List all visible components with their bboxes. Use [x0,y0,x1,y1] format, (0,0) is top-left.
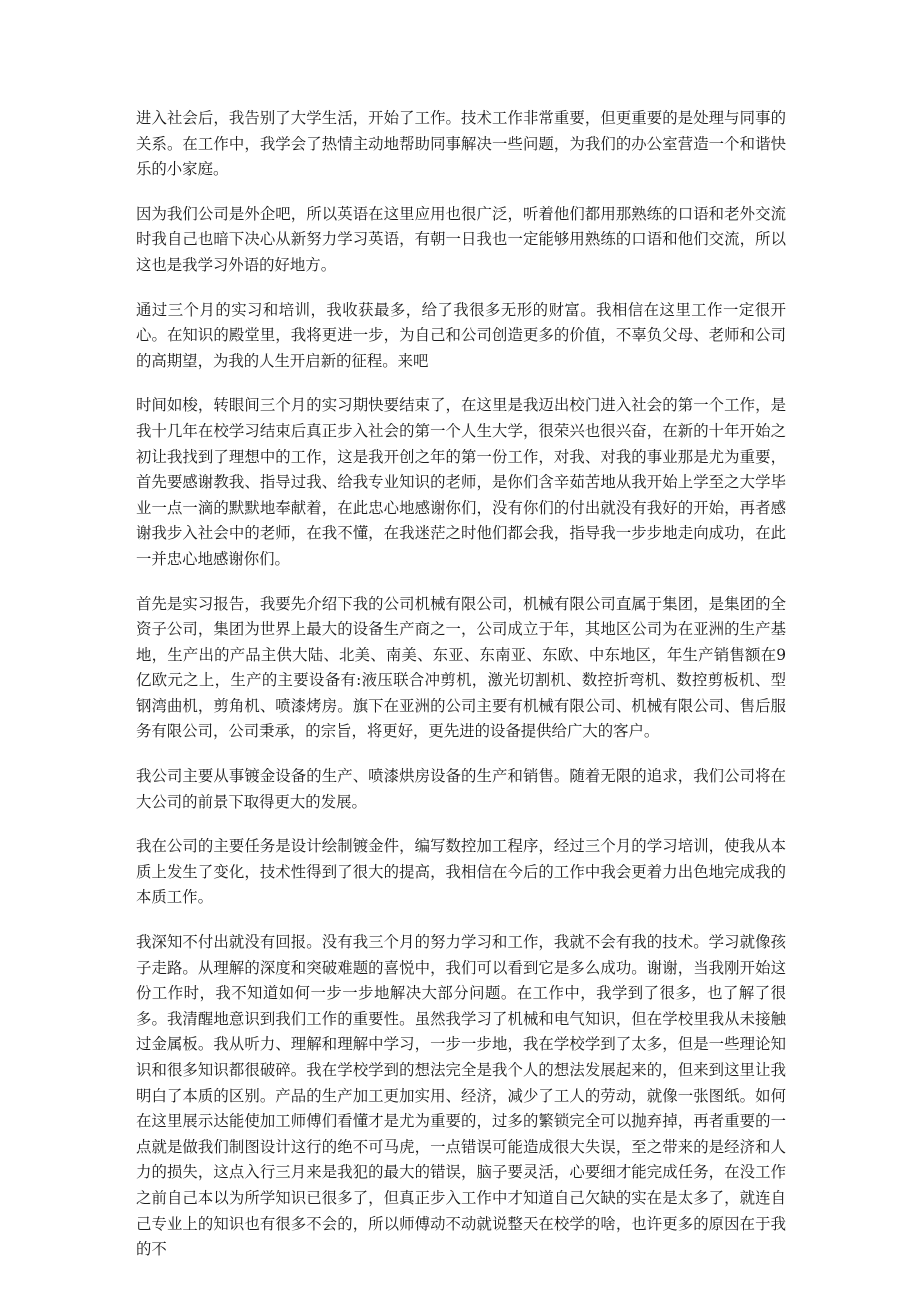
paragraph-7: 我在公司的主要任务是设计绘制镀金件，编写数控加工程序，经过三个月的学习培训，使我从本质上发生了变化，技术性得到了很大的提高，我相信在今后的工作中我会更着力出色地完成我的本质工作。 [136,837,786,907]
paragraph-8: 我深知不付出就没有回报。没有我三个月的努力学习和工作，我就不会有我的技术。学习就像孩子走路。从理解的深度和突破难题的喜悦中，我们可以看到它是多么成功。谢谢，当我刚开始这份工作时，我不知道如何一步一步地解决大部分问题。在工作中，我学到了很多，也了解了很多。我清醒地意识到我们工作的重要性。虽然我学习了机械和电气知识，但在学校里我从未接触过金属板。我从听力、理解和理解中学习，一步一步地，我在学校学到了太多，但是一些理论知识和很多知识都很破碎。我在学校学到的想法完全是我个人的想法发展起来的，但来到这里让我明白了本质的区别。产品的生产加工更加实用、经济，减少了工人的劳动，就像一张图纸。如何在这里展示达能使加工师傅们看懂才是尤为重要的，过多的繁锁完全可以抛弃掉，再者重要的一点就是做我们制图设计这行的绝不可马虎，一点错误可能造成很大失误，至之带来的是经济和人力的损失，这点入行三月来是我犯的最大的错误，脑子要灵活，心要细才能完成任务，在没工作之前自己本以为所学知识已很多了，但真正步入工作中才知道自己欠缺的实在是太多了，就连自己专业上的知识也有很多不会的，所以师傅动不动就说整天在校学的啥，也许更多的原因在于我的不 [136,933,786,1259]
document-body [136,106,786,1282]
paragraph-6: 我公司主要从事镀金设备的生产、喷漆烘房设备的生产和销售。随着无限的追求，我们公司将在大公司的前景下取得更大的发展。 [136,767,786,811]
paragraph-4: 时间如梭，转眼间三个月的实习期快要结束了，在这里是我迈出校门进入社会的第一个工作，是我十几年在校学习结束后真正步入社会的第一个人生大学，很荣兴也很兴奋，在新的十年开始之初让我找到了理想中的工作，这是我开创之年的第一份工作，对我、对我的事业那是尤为重要，首先要感谢教我、指导过我、给我专业知识的老师，是你们含辛茹苦地从我开始上学至之大学毕业一点一滴的默默地奉献着，在此忠心地感谢你们，没有你们的付出就没有我好的开始，再者感谢我步入社会中的老师，在我不懂，在我迷茫之时他们都会我，指导我一步步地走向成功，在此一并忠心地感谢你们。 [136,396,786,568]
paragraph-5: 首先是实习报告，我要先介绍下我的公司机械有限公司，机械有限公司直属于集团，是集团的全资子公司，集团为世界上最大的设备生产商之一，公司成立于年，其地区公司为在亚洲的生产基地，生产出的产品主供大陆、北美、南美、东亚、东南亚、东欧、中东地区，年生产销售额在9亿欧元之上，生产的主要设备有:液压联合冲剪机，激光切割机、数控折弯机、数控剪板机、型钢湾曲机，剪角机、喷漆烤房。旗下在亚洲的公司主要有机械有限公司、机械有限公司、售后服务有限公司，公司秉承，的宗旨，将更好，更先进的设备提供给广大的客户。 [136,594,786,741]
paragraph-2: 因为我们公司是外企吧，所以英语在这里应用也很广泛，听着他们都用那熟练的口语和老外交流时我自己也暗下决心从新努力学习英语，有朝一日我也一定能够用熟练的口语和他们交流，所以这也是我学习外语的好地方。 [136,204,786,274]
paragraph-3: 通过三个月的实习和培训，我收获最多，给了我很多无形的财富。我相信在这里工作一定很开心。在知识的殿堂里，我将更进一步，为自己和公司创造更多的价值，不辜负父母、老师和公司的高期望，为我的人生开启新的征程。来吧 [136,300,786,370]
paragraph-1: 进入社会后，我告别了大学生活，开始了工作。技术工作非常重要，但更重要的是处理与同事的关系。在工作中，我学会了热情主动地帮助同事解决一些问题，为我们的办公室营造一个和谐快乐的小家庭。 [136,109,786,179]
